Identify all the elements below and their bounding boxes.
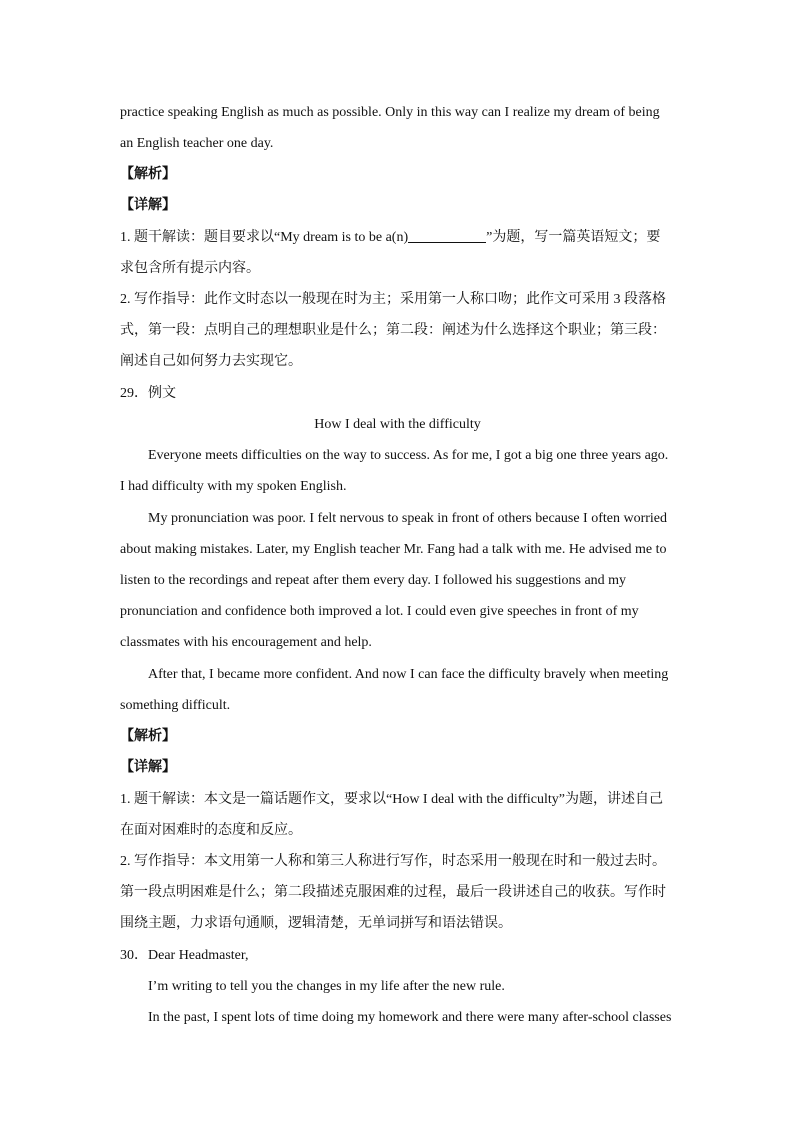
- text-line: 围绕主题，力求语句通顺，逻辑清楚，无单词拼写和语法错误。: [120, 916, 512, 931]
- text-line: 2. 写作指导：本文用第一人称和第三人称进行写作，时态采用一般现在时和一般过去时。: [120, 854, 666, 869]
- text-line: something difficult.: [120, 698, 231, 713]
- text-line: 第一段点明困难是什么；第二段描述克服困难的过程，最后一段讲述自己的收获。写作时: [120, 885, 666, 900]
- text-line: After that, I became more confident. And now I can face the difficulty bravely when meeting: [148, 667, 669, 682]
- text-line: 求包含所有提示内容。: [120, 261, 260, 276]
- text-line: I had difficulty with my spoken English.: [120, 479, 347, 494]
- fill-in-blank: [408, 228, 486, 243]
- analysis-point-1-suffix: ”为题，写一篇英语短文；要: [486, 230, 661, 245]
- text-line: Everyone meets difficulties on the way to success. As for me, I got a big one three years ago.: [148, 448, 669, 463]
- text-line: listen to the recordings and repeat after them every day. I followed his suggestions and my: [120, 573, 627, 588]
- section-heading-xiangjie: 【详解】: [120, 760, 176, 775]
- text-line: 式，第一段：点明自己的理想职业是什么；第二段：阐述为什么选择这个职业；第三段：: [120, 323, 666, 338]
- analysis-point-1-prefix: 1. 题干解读：题目要求以“My dream is to be a(n): [120, 230, 409, 245]
- text-line: practice speaking English as much as possible. Only in this way can I realize my dream of being: [120, 105, 660, 120]
- text-line: 1. 题干解读：本文是一篇话题作文，要求以“How I deal with the difficulty”为题，讲述自己: [120, 792, 663, 807]
- text-line: 阐述自己如何努力去实现它。: [120, 354, 302, 369]
- question-number-30: 30．Dear Headmaster,: [120, 948, 249, 963]
- text-line: classmates with his encouragement and help.: [120, 635, 372, 650]
- question-number-29: 29．例文: [120, 386, 176, 401]
- section-heading-jiexi: 【解析】: [120, 167, 176, 182]
- text-line: 在面对困难时的态度和反应。: [120, 823, 302, 838]
- analysis-point-1: [120, 228, 680, 248]
- text-line: My pronunciation was poor. I felt nervous to speak in front of others because I often worried: [148, 511, 668, 526]
- text-line: 2. 写作指导：此作文时态以一般现在时为主；采用第一人称口吻；此作文可采用 3 段落格: [120, 292, 666, 307]
- section-heading-jiexi: 【解析】: [120, 729, 176, 744]
- text-line: pronunciation and confidence both improved a lot. I could even give speeches in front of my: [120, 604, 639, 619]
- text-line: I’m writing to tell you the changes in my life after the new rule.: [148, 979, 505, 994]
- text-line: about making mistakes. Later, my English teacher Mr. Fang had a talk with me. He advised me to: [120, 542, 667, 557]
- essay-title: How I deal with the difficulty: [314, 417, 481, 432]
- section-heading-xiangjie: 【详解】: [120, 198, 176, 213]
- text-line: In the past, I spent lots of time doing my homework and there were many after-school classes: [148, 1010, 672, 1025]
- text-line: an English teacher one day.: [120, 136, 274, 151]
